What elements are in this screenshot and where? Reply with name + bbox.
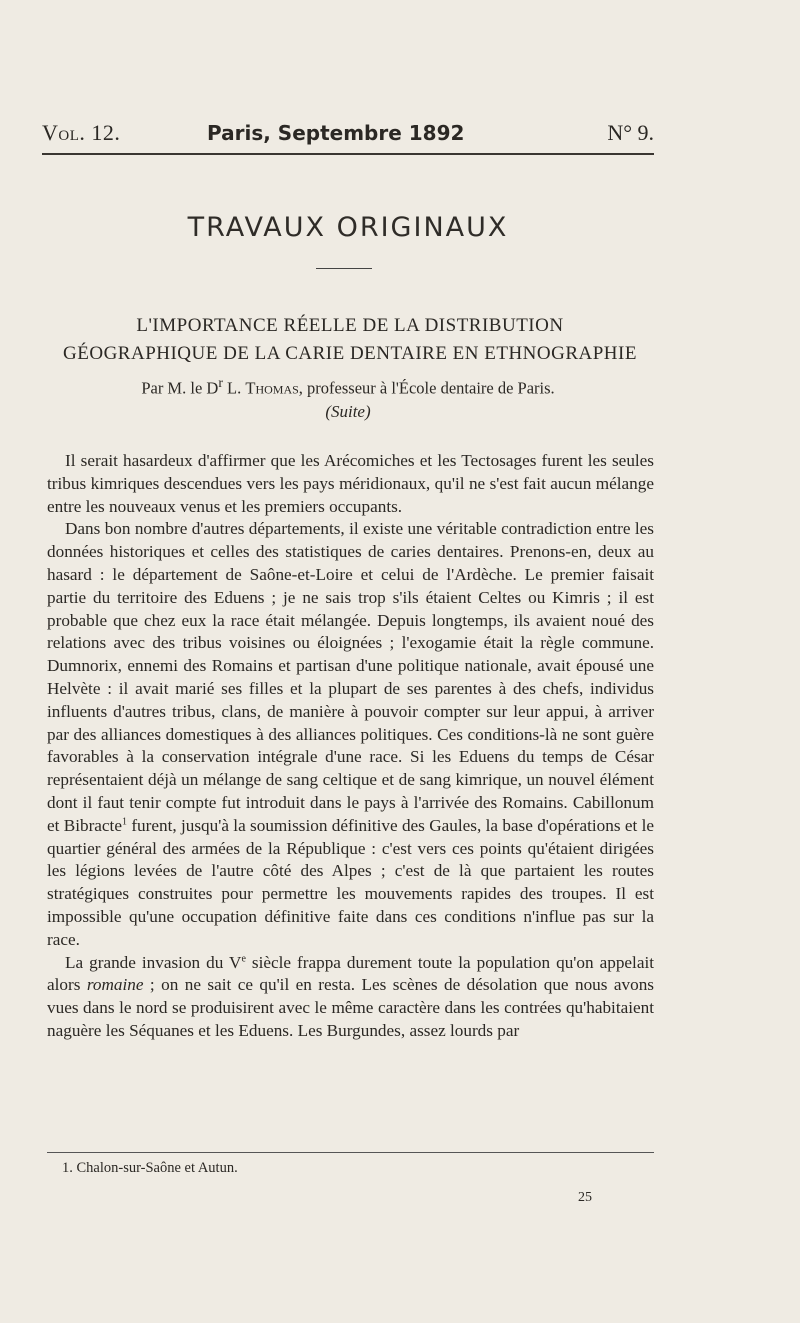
paragraph-2 (47, 518, 654, 951)
article-title-line-1: L'IMPORTANCE RÉELLE DE LA DISTRIBUTION (136, 315, 564, 336)
paragraph-3-part-a: La grande invasion du V (65, 952, 242, 972)
author-byline (42, 372, 654, 400)
article-body (47, 450, 654, 1043)
header-divider (42, 153, 654, 155)
paragraph-2-part-a: Dans bon nombre d'autres départements, il existe une véritable contradiction entre les données historiques et celles des statistiques de caries dentaires. Prenons-en, deux au hasard : le département de Saône-et-Loire et celui de l'Ardèche. Le premier faisait partie du territoire des Eduens ; je ne sais trop s'ils étaient Celtes ou Kimris ; il est probable que chez eux la race était mélangée. Depuis longtemps, ils avaient noué des relations avec des tribus voisines ou éloignées ; l'exogamie était la règle commune. Dumnorix, ennemi des Romains et partisan d'une politique nationale, avait épousé une Helvète : il avait marié ses filles et la plupart de ses parentes à des chefs, individus influents d'autres tribus, clans, de manière à pouvoir compter sur leur appui, à arriver par des alliances domestiques à des alliances politiques. Ces conditions-là ne sont guère favorables à la conservation intégrale d'une race. Si les Eduens du temps de César représentaient déjà un mélange de sang celtique et de sang kimrique, un nouvel élément dont il faut tenir compte fut introduit dans le pays à l'arrivée des Romains. Cabillonum et Bibracte (47, 519, 654, 835)
volume-label: Vol. 12. (42, 120, 121, 145)
italic-term: romaine (86, 975, 144, 995)
paragraph-3 (47, 952, 654, 1043)
section-title: TRAVAUX ORIGINAUX (187, 212, 509, 243)
paragraph-2-part-b: furent, jusqu'à la soumission définitive des Gaules, la base d'opérations et le quartier général des armées de la République : c'est vers ces points qu'étaient dirigées les légions levées de l'autre côté des Alpes ; c'est de là que partaient les routes stratégiques construites pour permettre les mouvements rapides des troupes. Il est impossible qu'une occupation définitive faite dans ces conditions n'influe pas sur la race. (47, 815, 654, 949)
footnote-divider (47, 1152, 654, 1153)
page-number: 25 (578, 1190, 592, 1205)
paragraph-1: Il serait hasardeux d'affirmer que les Arécomiches et les Tectosages furent les seules tribus kimriques descendues vers les pays méridionaux, qu'il ne s'est fait aucun mélange entre les nouveaux venus et les premiers occupants. (47, 451, 654, 516)
running-header (42, 118, 654, 148)
byline-author: Thomas (245, 378, 299, 398)
section-divider (316, 268, 372, 269)
article-title-line-2: GÉOGRAPHIQUE DE LA CARIE DENTAIRE EN ETHNOGRAPHIE (63, 343, 637, 364)
century-superscript: e (241, 952, 246, 964)
continued-label: (Suite) (325, 402, 371, 421)
byline-suffix: , professeur à l'École dentaire de Paris. (298, 378, 555, 398)
paragraph-3-part-c: ; on ne sait ce qu'il en resta. Les scènes de désolation que nous avons vues dans le nord se produisirent avec le même caractère dans les contrées qu'habitaient naguère les Séquanes et les Eduens. Les Burgundes, assez lourds par (47, 975, 654, 1040)
article-title (30, 312, 670, 368)
issue-date: Paris, Septembre 1892 (207, 121, 465, 145)
footnote-marker[interactable]: 1 (121, 816, 127, 828)
byline-prefix: Par M. le D (141, 378, 219, 398)
paragraph-3-part-b: siècle frappa durement toute la population qu'on appelait alors (47, 952, 654, 995)
footnote: 1. Chalon-sur-Saône et Autun. (62, 1160, 238, 1176)
issue-number: N° 9. (607, 120, 654, 145)
byline-superscript: r (218, 375, 223, 390)
byline-initial: L. (222, 378, 246, 398)
